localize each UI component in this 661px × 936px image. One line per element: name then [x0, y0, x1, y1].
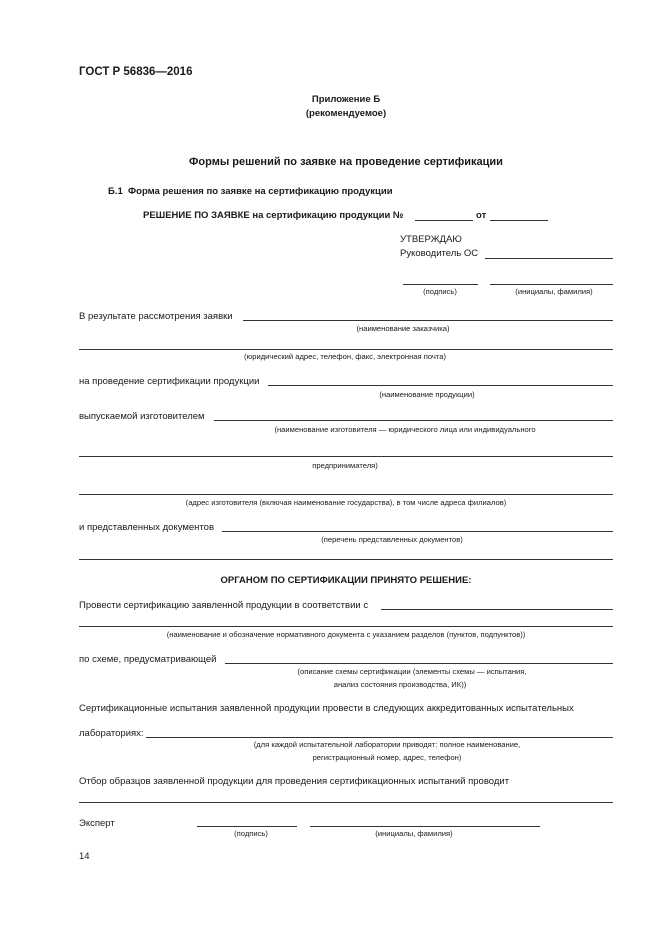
sampling-text: Отбор образцов заявленной продукции для проведения сертификационных испытаний проводит — [79, 776, 510, 787]
conduct-line — [381, 609, 613, 610]
documents-line — [222, 531, 613, 532]
manufacturer-line — [214, 420, 613, 421]
expert-initials-caption: (инициалы, фамилия) — [375, 829, 453, 838]
manufacturer-label: выпускаемой изготовителем — [79, 411, 205, 422]
standard-number: ГОСТ Р 56836—2016 — [79, 66, 193, 78]
expert-initials-line — [310, 826, 540, 827]
scheme-line — [225, 663, 613, 664]
address-caption: (юридический адрес, телефон, факс, электронная почта) — [244, 352, 446, 361]
sampling-line — [79, 802, 613, 803]
approve-initials-line — [490, 284, 613, 285]
normative-line — [79, 626, 613, 627]
page-number: 14 — [79, 851, 90, 862]
review-label: В результате рассмотрения заявки — [79, 311, 233, 322]
documents-label: и представленных документов — [79, 522, 215, 533]
documents-caption: (перечень представленных документов) — [321, 535, 463, 544]
approve-signature-caption: (подпись) — [423, 287, 457, 296]
applicant-caption: (наименование заказчика) — [356, 324, 450, 333]
product-line — [268, 385, 613, 386]
scheme-caption-2: анализ состояния производства, ИК)) — [333, 680, 467, 689]
decision-heading: ОРГАНОМ ПО СЕРТИФИКАЦИИ ПРИНЯТО РЕШЕНИЕ: — [220, 575, 472, 586]
decision-title: РЕШЕНИЕ ПО ЗАЯВКЕ на сертификацию продукции № — [143, 210, 404, 221]
manufacturer-address-line — [79, 494, 613, 495]
approve-head-line — [485, 258, 613, 259]
labs-caption: (для каждой испытательной лаборатории приводят: полное наименование, — [253, 740, 521, 749]
expert-label: Эксперт — [79, 818, 115, 829]
expert-signature-caption: (подпись) — [234, 829, 268, 838]
product-label: на проведение сертификации продукции — [79, 376, 260, 387]
conduct-label: Провести сертификацию заявленной продукции в соответствии с — [79, 600, 369, 611]
documents-line-2 — [79, 559, 613, 560]
scheme-label: по схеме, предусматривающей — [79, 654, 217, 665]
labs-label: лабораториях: — [79, 728, 144, 739]
normative-caption: (наименование и обозначение нормативного документа с указанием разделов (пунктов, подпунктов)) — [166, 630, 526, 639]
labs-caption-2: регистрационный номер, адрес, телефон) — [312, 753, 462, 762]
decision-date-line — [490, 220, 548, 221]
appendix-title: Приложение Б — [311, 94, 381, 105]
approve-signature-line — [403, 284, 478, 285]
manufacturer-line-2 — [79, 456, 613, 457]
labs-line — [146, 737, 613, 738]
section-title: Формы решений по заявке на проведение сертификации — [189, 156, 503, 168]
expert-signature-line — [197, 826, 297, 827]
manufacturer-caption-2: предпринимателя) — [312, 461, 378, 470]
decision-from: от — [476, 210, 487, 221]
decision-number-line — [415, 220, 473, 221]
tests-text: Сертификационные испытания заявленной продукции провести в следующих аккредитованных испытательных — [79, 703, 574, 714]
subsection-title: Б.1 Форма решения по заявке на сертификацию продукции — [108, 186, 393, 197]
scheme-caption: (описание схемы сертификации (элементы схемы — испытания, — [297, 667, 527, 676]
approve-initials-caption: (инициалы, фамилия) — [515, 287, 593, 296]
manufacturer-caption: (наименование изготовителя — юридического лица или индивидуального — [274, 425, 536, 434]
address-line — [79, 349, 613, 350]
manufacturer-address-caption: (адрес изготовителя (включая наименование государства), в том числе адреса филиалов) — [185, 498, 507, 507]
approve-title: УТВЕРЖДАЮ — [400, 234, 462, 245]
applicant-line — [243, 320, 613, 321]
product-caption: (наименование продукции) — [379, 390, 475, 399]
approve-head: Руководитель ОС — [400, 248, 479, 259]
appendix-note: (рекомендуемое) — [305, 108, 387, 119]
